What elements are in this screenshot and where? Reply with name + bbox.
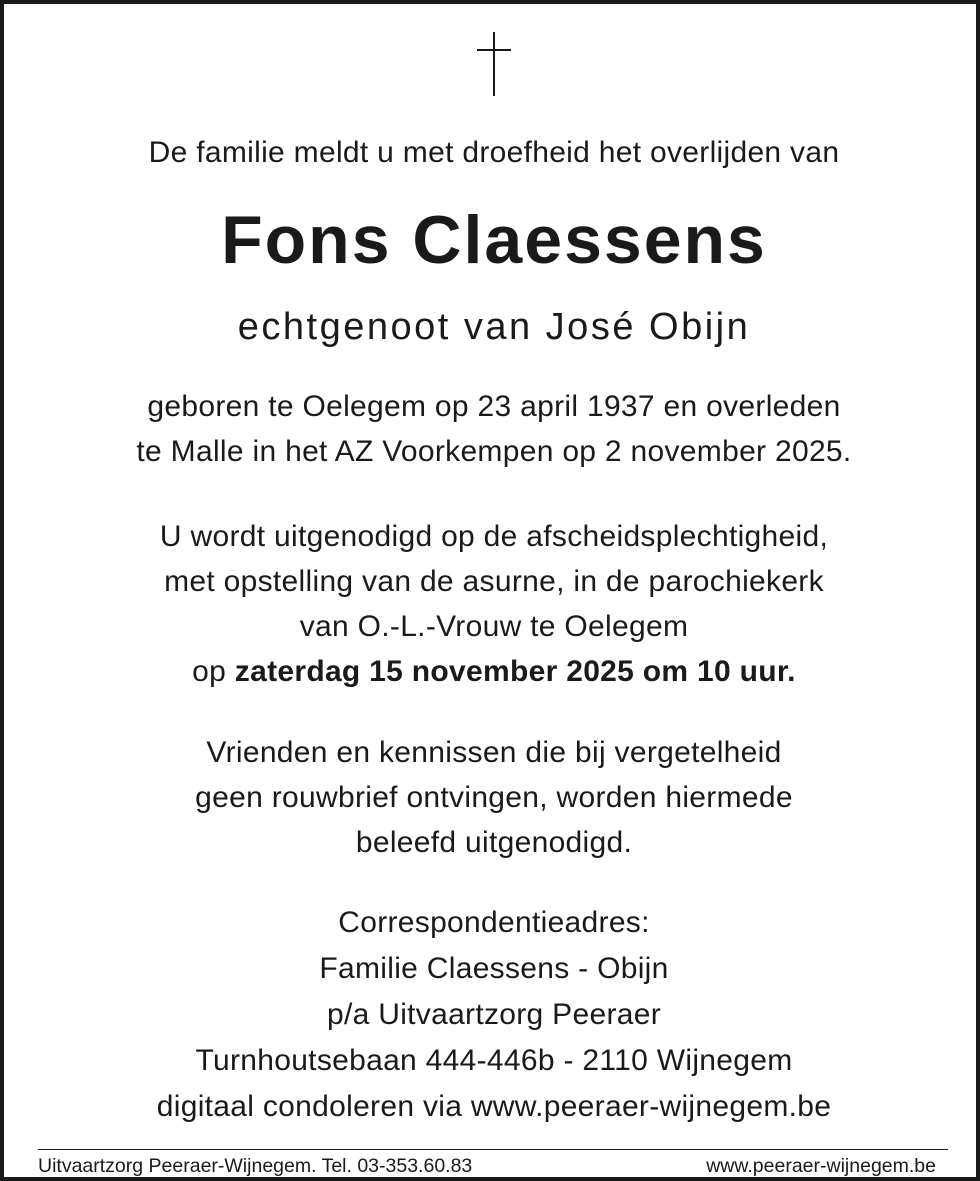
ceremony-date-prefix: op [192, 655, 227, 688]
intro-text: De familie meldt u met droefheid het overlijden van [148, 136, 840, 169]
birth-line-2: te Malle in het AZ Voorkempen op 2 november 2025. [136, 435, 852, 468]
ceremony-line-3: van O.-L.-Vrouw te Oelegem [299, 610, 689, 643]
friends-line-3: beleefd uitgenodigd. [355, 826, 633, 859]
correspondence-address: Turnhoutsebaan 444-446b - 2110 Wijnegem [195, 1044, 793, 1077]
condolence-text: digitaal condoleren via www.peeraer-wijnegem.be [156, 1090, 832, 1123]
correspondence-care-of: p/a Uitvaartzorg Peeraer [326, 998, 662, 1031]
ceremony-date-line [4, 653, 980, 691]
deceased-name: Fons Claessens [221, 202, 767, 278]
footer-funeral-home: Uitvaartzorg Peeraer-Wijnegem. Tel. 03-353.60.83 [38, 1155, 473, 1177]
friends-line-2: geen rouwbrief ontvingen, worden hiermede [195, 781, 793, 814]
cross-icon [477, 32, 511, 98]
birth-line-1: geboren te Oelegem op 23 april 1937 en overleden [147, 390, 841, 423]
ceremony-line-2: met opstelling van de asurne, in de parochiekerk [164, 565, 824, 598]
ceremony-line-1: U wordt uitgenodigd op de afscheidsplechtigheid, [159, 520, 829, 553]
ceremony-date: zaterdag 15 november 2025 om 10 uur. [234, 655, 796, 688]
footer-website: www.peeraer-wijnegem.be [706, 1155, 936, 1177]
correspondence-heading: Correspondentieadres: [338, 906, 650, 939]
correspondence-family: Familie Claessens - Obijn [319, 952, 669, 985]
friends-line-1: Vrienden en kennissen die bij vergetelheid [206, 736, 782, 769]
spouse-text: echtgenoot van José Obijn [237, 306, 751, 348]
footer-divider [38, 1149, 948, 1150]
